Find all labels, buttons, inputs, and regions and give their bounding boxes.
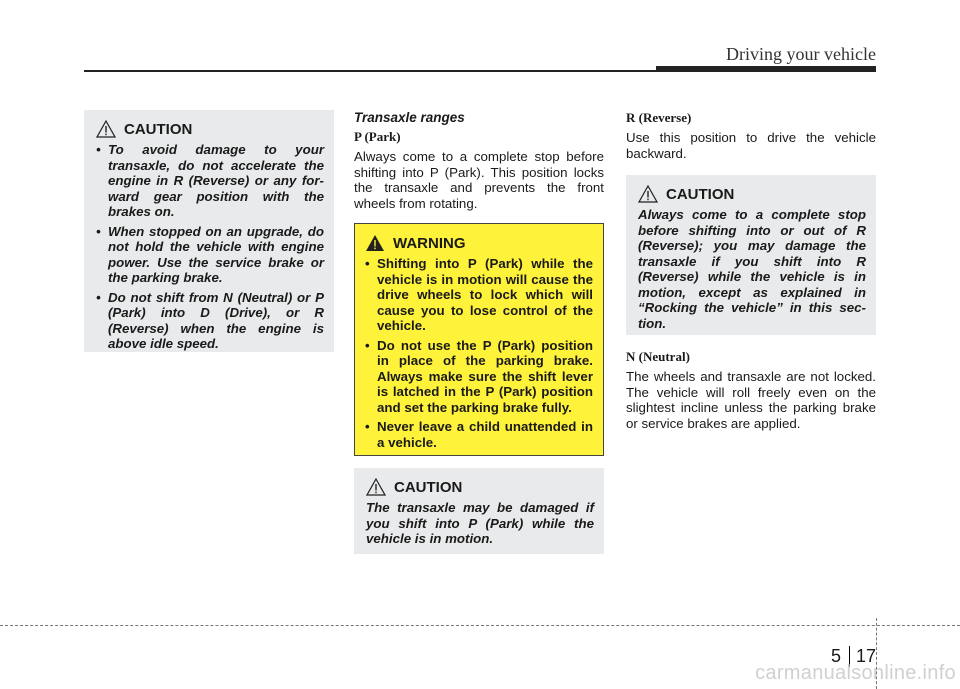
caution-box-right <box>626 175 876 335</box>
warning-item: • Shifting into P (Park) while the vehicle is in motion will cause the drive wheels to lock which will cause you to lose control of the vehicle. <box>365 256 593 334</box>
watermark-link[interactable]: carmanualsonline.info <box>755 662 956 684</box>
neutral-text: The wheels and transaxle are not locked. The vehicle will roll freely even on the slightest incline unless the parking brake or service brakes are applied. <box>626 369 876 431</box>
caution-triangle-icon <box>638 185 658 203</box>
chapter-number: 5 <box>817 646 850 667</box>
reverse-text: Use this position to drive the vehicle backward. <box>626 130 876 161</box>
caution-header <box>638 185 866 203</box>
warning-triangle-icon <box>365 234 385 252</box>
caution-header <box>96 120 324 138</box>
header-rule-accent <box>656 66 876 72</box>
warning-header <box>365 234 593 252</box>
right-column <box>626 110 876 431</box>
page-number-value: 17 <box>855 646 876 666</box>
footer-divider <box>0 625 960 626</box>
warning-list <box>365 256 593 450</box>
warning-box <box>354 223 604 456</box>
park-text: Always come to a complete stop before shifting into P (Park). This position locks the transaxle and prevents the front wheels from rotating. <box>354 149 604 211</box>
caution-list <box>96 142 324 352</box>
caution-triangle-icon <box>366 478 386 496</box>
warning-item: • Never leave a child unattended in a vehicle. <box>365 419 593 450</box>
caution-item: • When stopped on an upgrade, do not hold the vehicle with engine power. Use the service brake or the parking brake. <box>96 224 324 286</box>
reverse-heading: R (Reverse) <box>626 110 692 125</box>
caution-triangle-icon <box>96 120 116 138</box>
section-title: Transaxle ranges <box>354 110 465 125</box>
middle-column <box>354 110 604 554</box>
caution-label: CAUTION <box>666 185 735 203</box>
caution-label: CAUTION <box>124 120 193 138</box>
page-header-title: Driving your vehicle <box>726 44 876 64</box>
warning-label: WARNING <box>393 234 466 252</box>
left-column <box>84 110 334 352</box>
caution-box-middle <box>354 468 604 554</box>
caution-header <box>366 478 594 496</box>
caution-text: The transaxle may be damaged if you shift into P (Park) while the vehicle is in motion. <box>366 500 594 546</box>
caution-text: Always come to a complete stop before shifting into or out of R (Reverse); you may damage the transaxle if you shift into R (Reverse) while the vehicle is in motion, except as explained in “Rocking the vehicle” in this sec-tion. <box>638 207 866 331</box>
park-heading: P (Park) <box>354 129 401 144</box>
caution-item: • To avoid damage to your transaxle, do not accelerate the engine in R (Reverse) or any for-ward gear position with the brakes on. <box>96 142 324 220</box>
warning-item: • Do not use the P (Park) position in place of the parking brake. Always make sure the shift lever is latched in the P (Park) position and set the parking brake fully. <box>365 338 593 416</box>
caution-item: • Do not shift from N (Neutral) or P (Park) into D (Drive), or R (Reverse) when the engine is above idle speed. <box>96 290 324 352</box>
caution-box-left <box>84 110 334 352</box>
neutral-heading: N (Neutral) <box>626 349 690 364</box>
caution-label: CAUTION <box>394 478 463 496</box>
